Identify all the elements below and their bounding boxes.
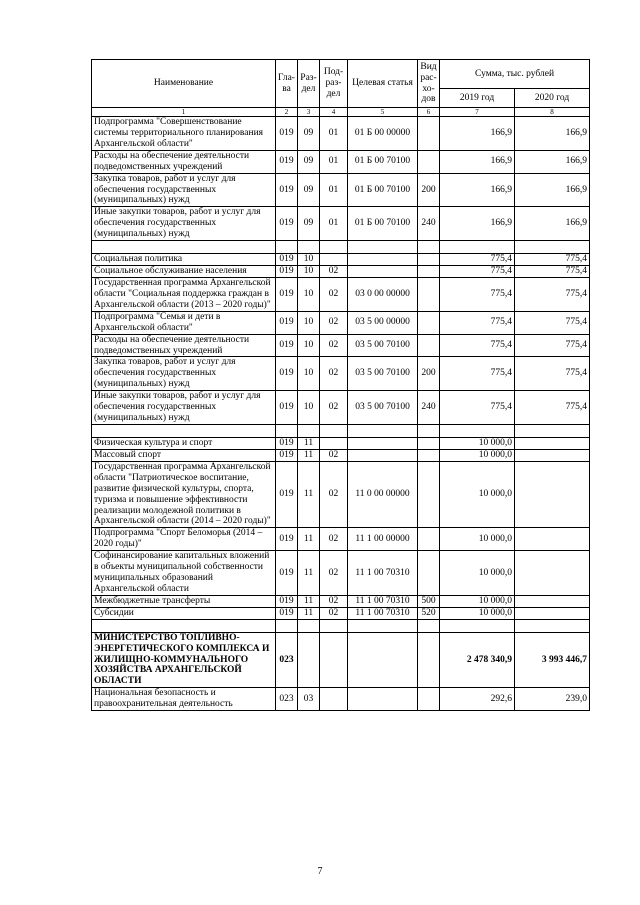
- cell-sum-2019: 775,4: [440, 311, 515, 334]
- cell-target-article: [348, 619, 418, 632]
- cell-section: [298, 619, 320, 632]
- table-row: [92, 150, 590, 173]
- cell-name: [92, 424, 276, 437]
- cell-expense-type: [418, 619, 440, 632]
- cell-expense-type: [418, 461, 440, 528]
- cell-section: 11: [298, 551, 320, 596]
- cell-sum-2020: 775,4: [515, 391, 590, 425]
- cell-sum-2020: 775,4: [515, 266, 590, 278]
- cell-expense-type: [418, 551, 440, 596]
- cell-target-article: 03 5 00 00000: [348, 311, 418, 334]
- cell-sum-2019: 10 000,0: [440, 449, 515, 461]
- cell-section: 11: [298, 528, 320, 551]
- table-row: [92, 424, 590, 437]
- table-row: [92, 357, 590, 391]
- cell-section: 03: [298, 688, 320, 711]
- cell-chapter: 019: [276, 277, 298, 311]
- cell-section: 11: [298, 437, 320, 449]
- table-row: [92, 117, 590, 151]
- cell-sum-2020: [515, 437, 590, 449]
- cell-subsection: 02: [320, 334, 348, 357]
- header-target-article: Целевая статья: [348, 60, 418, 108]
- cell-target-article: 03 5 00 70100: [348, 391, 418, 425]
- cell-subsection: 02: [320, 277, 348, 311]
- cell-target-article: 11 1 00 70310: [348, 551, 418, 596]
- header-name: Наименование: [92, 60, 276, 108]
- cell-section: 10: [298, 266, 320, 278]
- cell-target-article: [348, 266, 418, 278]
- cell-section: 09: [298, 150, 320, 173]
- page-number: 7: [317, 866, 323, 877]
- cell-section: 10: [298, 391, 320, 425]
- column-number: 4: [320, 108, 348, 117]
- table-row: [92, 449, 590, 461]
- table-row: [92, 334, 590, 357]
- cell-subsection: 02: [320, 266, 348, 278]
- cell-sum-2019: 292,6: [440, 688, 515, 711]
- cell-section: 10: [298, 334, 320, 357]
- cell-name: Национальная безопасность и правоохранительная деятельность: [92, 688, 276, 711]
- cell-expense-type: 200: [418, 173, 440, 207]
- cell-sum-2020: [515, 619, 590, 632]
- cell-subsection: 02: [320, 607, 348, 619]
- cell-sum-2020: 3 993 446,7: [515, 632, 590, 688]
- cell-chapter: [276, 424, 298, 437]
- column-number: 8: [515, 108, 590, 117]
- column-number: 1: [92, 108, 276, 117]
- cell-section: 09: [298, 207, 320, 241]
- cell-section: [298, 241, 320, 254]
- cell-target-article: 01 Б 00 70100: [348, 150, 418, 173]
- cell-subsection: 01: [320, 117, 348, 151]
- cell-sum-2019: 10 000,0: [440, 551, 515, 596]
- cell-subsection: 02: [320, 357, 348, 391]
- cell-subsection: [320, 619, 348, 632]
- cell-chapter: 019: [276, 254, 298, 266]
- cell-name: Социальная политика: [92, 254, 276, 266]
- cell-sum-2020: [515, 449, 590, 461]
- table-row: [92, 607, 590, 619]
- cell-name: Социальное обслуживание населения: [92, 266, 276, 278]
- cell-name: Подпрограмма "Совершенствование системы территориального планирования Архангельской области": [92, 117, 276, 151]
- table-row: [92, 277, 590, 311]
- column-number: 7: [440, 108, 515, 117]
- table-row: [92, 528, 590, 551]
- budget-table: [91, 59, 590, 711]
- cell-sum-2020: 775,4: [515, 334, 590, 357]
- cell-chapter: 019: [276, 207, 298, 241]
- cell-name: Закупка товаров, работ и услуг для обеспечения государственных (муниципальных) нужд: [92, 357, 276, 391]
- cell-expense-type: [418, 449, 440, 461]
- cell-sum-2020: 775,4: [515, 254, 590, 266]
- cell-sum-2019: 775,4: [440, 266, 515, 278]
- cell-chapter: 019: [276, 461, 298, 528]
- cell-subsection: [320, 241, 348, 254]
- cell-expense-type: [418, 241, 440, 254]
- cell-name: [92, 619, 276, 632]
- cell-expense-type: [418, 528, 440, 551]
- cell-subsection: 01: [320, 207, 348, 241]
- cell-target-article: [348, 632, 418, 688]
- table-row: [92, 551, 590, 596]
- cell-subsection: [320, 437, 348, 449]
- cell-chapter: [276, 619, 298, 632]
- cell-section: [298, 632, 320, 688]
- header-expense-type: Вид рас-хо-дов: [418, 60, 440, 108]
- cell-name: Физическая культура и спорт: [92, 437, 276, 449]
- cell-target-article: 01 Б 00 70100: [348, 173, 418, 207]
- cell-chapter: 019: [276, 117, 298, 151]
- cell-chapter: 019: [276, 357, 298, 391]
- cell-sum-2020: [515, 241, 590, 254]
- cell-name: [92, 241, 276, 254]
- cell-expense-type: 200: [418, 357, 440, 391]
- table-row: [92, 207, 590, 241]
- table-row: [92, 461, 590, 528]
- cell-section: 09: [298, 173, 320, 207]
- cell-subsection: 02: [320, 461, 348, 528]
- cell-name: Государственная программа Архангельской области "Патриотическое воспитание, развитие физической культуры, спорта, туризма и повышение эффективности реализации молодежной политики в Архангельской области (2014 – 2020 годы)": [92, 461, 276, 528]
- cell-section: 10: [298, 357, 320, 391]
- cell-sum-2019: 10 000,0: [440, 437, 515, 449]
- cell-sum-2019: 10 000,0: [440, 607, 515, 619]
- cell-sum-2019: 166,9: [440, 207, 515, 241]
- column-number: 6: [418, 108, 440, 117]
- header-year-2019: 2019 год: [440, 89, 515, 108]
- cell-chapter: 019: [276, 391, 298, 425]
- header-sum: Сумма, тыс. рублей: [440, 60, 590, 89]
- cell-subsection: 02: [320, 449, 348, 461]
- cell-target-article: 11 1 00 00000: [348, 528, 418, 551]
- cell-subsection: [320, 254, 348, 266]
- cell-section: 10: [298, 277, 320, 311]
- cell-section: 11: [298, 449, 320, 461]
- cell-name: МИНИСТЕРСТВО ТОПЛИВНО-ЭНЕРГЕТИЧЕСКОГО КОМПЛЕКСА И ЖИЛИЩНО-КОММУНАЛЬНОГО ХОЗЯЙСТВА АРХАНГЕЛЬСКОЙ ОБЛАСТИ: [92, 632, 276, 688]
- table-row: [92, 688, 590, 711]
- cell-target-article: 03 0 00 00000: [348, 277, 418, 311]
- cell-sum-2020: [515, 595, 590, 607]
- cell-expense-type: [418, 334, 440, 357]
- table-row: [92, 437, 590, 449]
- cell-expense-type: [418, 311, 440, 334]
- cell-sum-2020: 166,9: [515, 173, 590, 207]
- cell-chapter: 019: [276, 595, 298, 607]
- cell-subsection: 02: [320, 528, 348, 551]
- cell-sum-2019: 166,9: [440, 173, 515, 207]
- cell-subsection: 02: [320, 551, 348, 596]
- header-chapter: Гла-ва: [276, 60, 298, 108]
- cell-section: 10: [298, 311, 320, 334]
- cell-sum-2019: 2 478 340,9: [440, 632, 515, 688]
- cell-sum-2019: [440, 424, 515, 437]
- cell-subsection: [320, 632, 348, 688]
- cell-expense-type: [418, 150, 440, 173]
- cell-chapter: 019: [276, 150, 298, 173]
- table-row: [92, 391, 590, 425]
- cell-subsection: [320, 688, 348, 711]
- table-row: [92, 632, 590, 688]
- cell-name: Иные закупки товаров, работ и услуг для обеспечения государственных (муниципальных) нужд: [92, 391, 276, 425]
- header-year-2020: 2020 год: [515, 89, 590, 108]
- cell-expense-type: [418, 632, 440, 688]
- cell-target-article: 11 1 00 70310: [348, 607, 418, 619]
- cell-target-article: [348, 437, 418, 449]
- table-row: [92, 619, 590, 632]
- cell-name: Массовый спорт: [92, 449, 276, 461]
- cell-sum-2019: [440, 619, 515, 632]
- cell-chapter: 019: [276, 449, 298, 461]
- cell-sum-2020: 166,9: [515, 150, 590, 173]
- cell-expense-type: 520: [418, 607, 440, 619]
- cell-sum-2019: 775,4: [440, 391, 515, 425]
- cell-expense-type: 500: [418, 595, 440, 607]
- cell-expense-type: 240: [418, 207, 440, 241]
- cell-target-article: [348, 424, 418, 437]
- cell-section: 09: [298, 117, 320, 151]
- cell-sum-2020: 239,0: [515, 688, 590, 711]
- cell-sum-2020: [515, 461, 590, 528]
- cell-section: 11: [298, 595, 320, 607]
- cell-sum-2020: [515, 528, 590, 551]
- cell-target-article: [348, 241, 418, 254]
- cell-sum-2020: [515, 607, 590, 619]
- table-row: [92, 266, 590, 278]
- cell-chapter: [276, 241, 298, 254]
- cell-chapter: 019: [276, 311, 298, 334]
- cell-target-article: 03 5 00 70100: [348, 334, 418, 357]
- cell-section: [298, 424, 320, 437]
- cell-sum-2019: [440, 241, 515, 254]
- column-number: 5: [348, 108, 418, 117]
- cell-chapter: 019: [276, 173, 298, 207]
- cell-subsection: 02: [320, 311, 348, 334]
- table-row: [92, 595, 590, 607]
- cell-sum-2019: 166,9: [440, 117, 515, 151]
- cell-chapter: 019: [276, 551, 298, 596]
- table-row: [92, 173, 590, 207]
- cell-chapter: 019: [276, 437, 298, 449]
- cell-chapter: 019: [276, 607, 298, 619]
- cell-expense-type: [418, 277, 440, 311]
- header-subsection: Под-раз-дел: [320, 60, 348, 108]
- cell-target-article: 11 1 00 70310: [348, 595, 418, 607]
- cell-expense-type: [418, 424, 440, 437]
- table-row: [92, 241, 590, 254]
- cell-expense-type: [418, 437, 440, 449]
- cell-sum-2019: 775,4: [440, 334, 515, 357]
- cell-subsection: 02: [320, 595, 348, 607]
- cell-chapter: 019: [276, 266, 298, 278]
- cell-chapter: 023: [276, 688, 298, 711]
- cell-target-article: 01 Б 00 00000: [348, 117, 418, 151]
- cell-section: 11: [298, 607, 320, 619]
- cell-sum-2020: [515, 551, 590, 596]
- cell-sum-2019: 10 000,0: [440, 528, 515, 551]
- cell-sum-2020: 775,4: [515, 311, 590, 334]
- cell-expense-type: [418, 254, 440, 266]
- cell-chapter: 019: [276, 528, 298, 551]
- column-number: 3: [298, 108, 320, 117]
- cell-expense-type: [418, 688, 440, 711]
- cell-name: Государственная программа Архангельской области "Социальная поддержка граждан в Архангельской области (2013 – 2020 годы)": [92, 277, 276, 311]
- cell-target-article: 01 Б 00 70100: [348, 207, 418, 241]
- cell-sum-2020: 775,4: [515, 277, 590, 311]
- cell-subsection: 01: [320, 150, 348, 173]
- cell-name: Иные закупки товаров, работ и услуг для обеспечения государственных (муниципальных) нужд: [92, 207, 276, 241]
- cell-sum-2019: 166,9: [440, 150, 515, 173]
- cell-subsection: 01: [320, 173, 348, 207]
- cell-name: Расходы на обеспечение деятельности подведомственных учреждений: [92, 334, 276, 357]
- cell-sum-2019: 775,4: [440, 357, 515, 391]
- cell-sum-2019: 10 000,0: [440, 595, 515, 607]
- cell-expense-type: [418, 266, 440, 278]
- cell-name: Закупка товаров, работ и услуг для обеспечения государственных (муниципальных) нужд: [92, 173, 276, 207]
- cell-target-article: 11 0 00 00000: [348, 461, 418, 528]
- cell-subsection: [320, 424, 348, 437]
- cell-target-article: [348, 254, 418, 266]
- cell-name: Межбюджетные трансферты: [92, 595, 276, 607]
- cell-target-article: [348, 449, 418, 461]
- table-body: [92, 117, 590, 711]
- cell-target-article: [348, 688, 418, 711]
- cell-name: Расходы на обеспечение деятельности подведомственных учреждений: [92, 150, 276, 173]
- cell-chapter: 019: [276, 334, 298, 357]
- cell-expense-type: [418, 117, 440, 151]
- cell-sum-2019: 775,4: [440, 254, 515, 266]
- cell-name: Субсидии: [92, 607, 276, 619]
- cell-chapter: 023: [276, 632, 298, 688]
- header-section: Раз-дел: [298, 60, 320, 108]
- cell-expense-type: 240: [418, 391, 440, 425]
- cell-section: 11: [298, 461, 320, 528]
- cell-sum-2020: 166,9: [515, 207, 590, 241]
- cell-name: Подпрограмма "Спорт Беломорья (2014 – 2020 годы)": [92, 528, 276, 551]
- cell-target-article: 03 5 00 70100: [348, 357, 418, 391]
- cell-subsection: 02: [320, 391, 348, 425]
- cell-section: 10: [298, 254, 320, 266]
- table-row: [92, 254, 590, 266]
- cell-sum-2020: 166,9: [515, 117, 590, 151]
- table-row: [92, 311, 590, 334]
- cell-name: Подпрограмма "Семья и дети в Архангельской области": [92, 311, 276, 334]
- cell-sum-2019: 775,4: [440, 277, 515, 311]
- column-number: 2: [276, 108, 298, 117]
- cell-sum-2020: [515, 424, 590, 437]
- cell-sum-2019: 10 000,0: [440, 461, 515, 528]
- cell-name: Софинансирование капитальных вложений в объекты муниципальной собственности муниципальных образований Архангельской области: [92, 551, 276, 596]
- cell-sum-2020: 775,4: [515, 357, 590, 391]
